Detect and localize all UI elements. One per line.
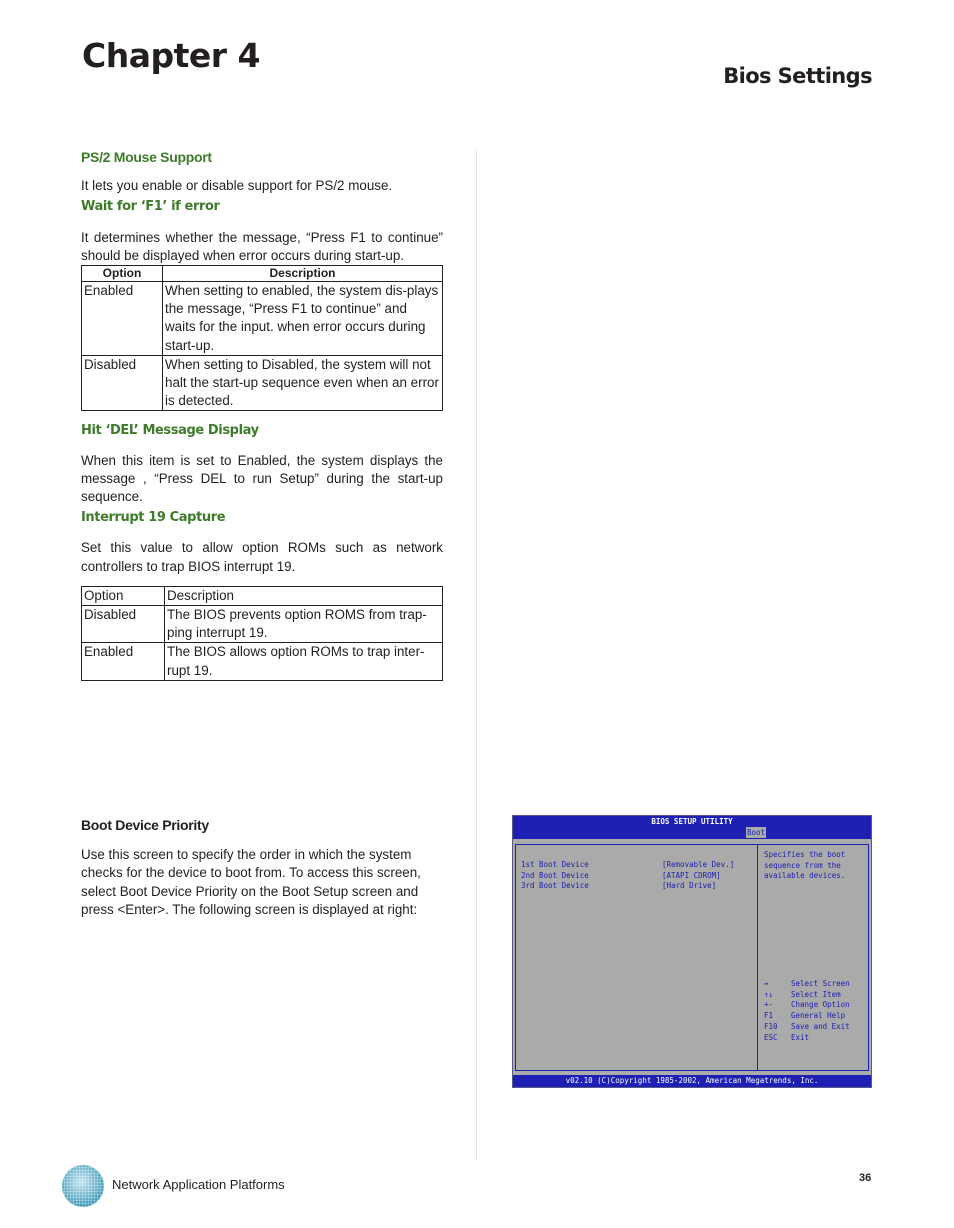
- col-description: Description: [163, 266, 443, 282]
- description-cell: The BIOS prevents option ROMS from trap-ping interrupt 19.: [165, 606, 443, 643]
- description-cell: When setting to enabled, the system dis-plays the message, “Press F1 to continue” and waits for the input. when error occurs during start-up.: [163, 282, 443, 356]
- key-action: General Help: [791, 1011, 846, 1021]
- option-cell: Enabled: [82, 282, 163, 356]
- key-label: F10: [764, 1021, 778, 1031]
- globe-logo-icon: [60, 1163, 106, 1209]
- footer-text: Network Application Platforms: [112, 1177, 285, 1192]
- ps2-section: [81, 148, 443, 681]
- bios-title: BIOS SETUP UTILITY: [513, 816, 871, 827]
- key-action: Change Option: [791, 1000, 850, 1010]
- list-item: [764, 990, 850, 1001]
- key-label: +-: [764, 1000, 774, 1010]
- key-action: Select Item: [791, 989, 841, 999]
- bios-help-text: [764, 850, 864, 882]
- description-cell: When setting to Disabled, the system will not halt the start-up sequence even when an error is detected.: [163, 355, 443, 411]
- description-cell: The BIOS allows option ROMs to trap inter-rupt 19.: [165, 643, 443, 680]
- help-line: Specifies the boot: [764, 850, 846, 859]
- bios-key-legend: [764, 979, 850, 1043]
- list-item: [Hard Drive]: [662, 881, 717, 891]
- bios-tab-boot: Boot: [747, 828, 766, 837]
- boot-body: Use this screen to specify the order in which the system checks for the device to boot from. To access this screen, select Boot Device Priority on the Boot Setup screen and press <Enter>. The following screen is displayed at right:: [81, 847, 421, 917]
- int19-body: Set this value to allow option ROMs such as network controllers to trap BIOS interrupt 19.: [81, 540, 443, 574]
- list-item: [ATAPI CDROM]: [662, 870, 721, 880]
- option-cell: Enabled: [82, 643, 165, 680]
- col-option: Option: [82, 266, 163, 282]
- key-label: ↑↓: [764, 989, 774, 999]
- int19-heading: Interrupt 19 Capture: [81, 510, 226, 526]
- int19-table: [81, 586, 443, 681]
- option-cell: Disabled: [82, 606, 165, 643]
- list-item: [764, 1011, 850, 1022]
- column-divider: [476, 150, 477, 1160]
- list-item: 1st Boot Device: [521, 860, 589, 869]
- boot-section: [81, 816, 443, 919]
- boot-heading: Boot Device Priority: [81, 817, 209, 833]
- table-header-row: [82, 586, 443, 605]
- hitdel-body: When this item is set to Enabled, the system displays the message , “Press DEL to run Setup” during the start-up sequence.: [81, 452, 443, 505]
- key-action: Save and Exit: [791, 1021, 850, 1031]
- help-line: sequence from the: [764, 860, 841, 870]
- list-item: [764, 1033, 850, 1044]
- hitdel-heading: Hit ‘DEL’ Message Display: [81, 423, 259, 439]
- table-row: [82, 606, 443, 643]
- list-item: [764, 1000, 850, 1011]
- key-label: ↔: [764, 979, 769, 988]
- bios-screenshot: [512, 815, 872, 1088]
- key-action: Exit: [791, 1032, 810, 1042]
- waitf1-body: It determines whether the message, “Press F1 to continue” should be displayed when error occurs during start-up.: [81, 229, 443, 263]
- list-item: 3rd Boot Device: [521, 881, 589, 891]
- option-cell: Disabled: [82, 355, 163, 411]
- ps2-heading: PS/2 Mouse Support: [81, 149, 212, 165]
- col-description: Description: [165, 586, 443, 605]
- table-row: [82, 643, 443, 680]
- ps2-body: It lets you enable or disable support for PS/2 mouse.: [81, 178, 393, 194]
- table-row: [82, 282, 443, 356]
- bios-separator: [757, 844, 758, 1071]
- list-item: 2nd Boot Device: [521, 870, 589, 880]
- waitf1-table: [81, 265, 443, 411]
- chapter-title: Chapter 4: [82, 36, 260, 75]
- col-option: Option: [82, 586, 165, 605]
- bios-tab-bar: [513, 827, 871, 839]
- bios-value-list: [662, 860, 734, 892]
- key-action: Select Screen: [791, 979, 850, 988]
- table-header-row: [82, 266, 443, 282]
- list-item: [764, 1022, 850, 1033]
- table-row: [82, 355, 443, 411]
- waitf1-heading: Wait for ‘F1’ if error: [81, 199, 220, 215]
- bios-footer: v02.10 (C)Copyright 1985-2002, American Megatrends, Inc.: [513, 1075, 871, 1087]
- page-number: 36: [859, 1172, 872, 1184]
- list-item: [764, 979, 850, 990]
- key-label: F1: [764, 1011, 774, 1021]
- bios-device-list: [521, 860, 589, 892]
- list-item: [Removable Dev.]: [662, 860, 735, 869]
- section-title: Bios Settings: [723, 64, 872, 88]
- help-line: available devices.: [764, 871, 846, 881]
- key-label: ESC: [764, 1032, 778, 1042]
